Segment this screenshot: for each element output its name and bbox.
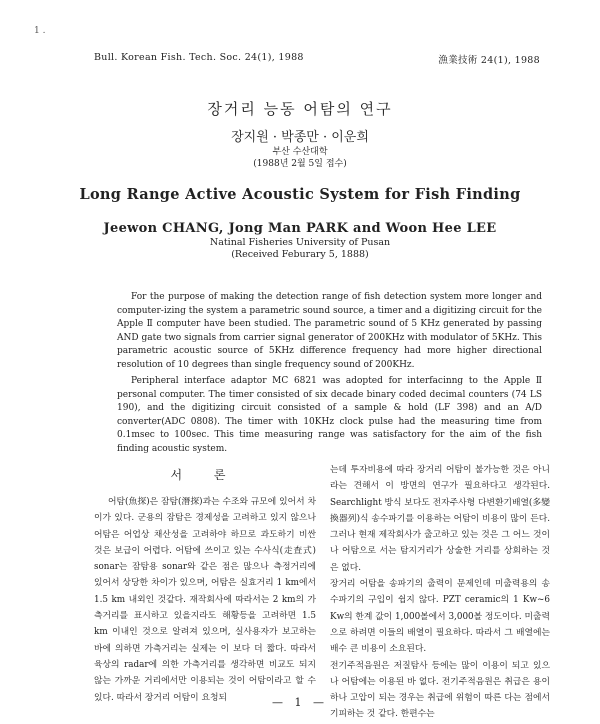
body-text-right: 는데 투자비용에 따라 장거리 어탐이 불가능한 것은 아니라는 견해서 이 방면의 연구가 필요하다고 생각된다. Searchlight 방식 보다도 전자주사형 다변환기배열(多變換器列)식 송수파기를 이용하는 어탐이 비용이 많이 든다. 그러나 현재 제작회사가 출고하고 있는 것은 그 어느 것이나 어탐으로 서는 탐지거리가 상술한 거리를 상회하는 것은 없다. 장거리 어탐을 송파기의 출력이 문제인데 미출력용의 송수파기의 구입이 쉽지 않다. PZT ceramic의 1 Kw~6 Kw의 한계 값이 1,000볼에서 3,000볼 정도이다. 미출력으로 하려면 이들의 배열이 필요하다. 따라서 그 배열에는 배수 큰 비용이 소요된다. 전기주적음원은 저질탐사 등에는 많이 이용이 되고 있으나 어탐에는 이용된 바 없다. 전기주적음원은 취급은 용이하나 고압이 되는 경우는 취급에 위험이 따른 다는 점에서 기피하는 것 같다. 한편수는 bbox=[330, 465, 551, 720]
scan-mark: 1 . bbox=[34, 26, 46, 36]
english-affiliation: Natinal Fisheries University of Pusan bbox=[209, 237, 391, 248]
korean-authors: 장지원 · 박종만 · 이운희 bbox=[231, 130, 369, 145]
body-column-left bbox=[94, 494, 316, 706]
running-header-left: Bull. Korean Fish. Tech. Soc. 24(1), 1988 bbox=[94, 52, 304, 63]
page-number: — 1 — bbox=[272, 696, 328, 709]
english-authors: Jeewon CHANG, Jong Man PARK and Woon Hee LEE bbox=[103, 221, 497, 236]
korean-received-date: (1988년 2월 5일 접수) bbox=[253, 159, 347, 169]
korean-title: 장거리 능동 어탐의 연구 bbox=[207, 100, 393, 118]
korean-affiliation: 부산 수산대학 bbox=[272, 147, 328, 157]
body-text-left: 어탐(魚探)은 잠탐(潛探)과는 수조와 규모에 있어서 차이가 있다. 군용의 잠탐은 경제성을 고려하고 있지 않으나 어탐은 어업상 채산성을 고려하야 하므로 과도하기 비싼 것은 보급이 어렵다. 어탐에 쓰이고 있는 수사식(走査式) sonar는 잠탐용 sonar와 같은 점은 많으나 측정거리에 있어서 상당한 차이가 있으며, 어탐은 실효거리 1 km에서 1.5 km 내외인 것같다. 재작회사에 따라서는 2 km의 가측거리를 표시하고 있을지라도 해황등을 고려하면 1.5 km 이내인 것으로 알려져 있으며, 실사용자가 보고하는 바에 의하면 가측거리는 실제는 이 보다 더 짧다. 따라서 육상의 radar에 의한 가측거리를 생각하면 비교도 되지 않는 가까운 거리에서만 이용되는 것이 어탐이라고 할 수 있다. 따라서 장거리 어탐이 요청되 bbox=[94, 497, 316, 703]
abstract-text-1: For the purpose of making the detection range of fish detection system more longer and computer-izing the system a parametric sound source, a timer and a digitizing circuit for the Apple Ⅱ computer have been studied. The parametric sound of 5 KHz generated by passing AND gate two signals from carrier signal generator of 200KHz with modulator of 5KHz. This parametric acoustic source of 5KHz difference frequency had more higher directional resolution of 10 degrees than single frequency sound of 200KHz. bbox=[117, 292, 542, 370]
abstract-text-2: Peripheral interface adaptor MC 6821 was adopted for interfacinng to the Apple Ⅱ personal computer. The timer consisted of six decade binary coded decimal counters (74 LS 190), and the digitizing circuit consisted of a sample & hold (LF 398) and an A/D converter(ADC 0808). The timer with 10KHz clock pulse had the measuring time from 0.1msec to 100sec. This time measuring range was satisfactory for the aim of the fish finding acoustic system. bbox=[117, 376, 542, 454]
english-received-date: (Received Feburary 5, 1888) bbox=[231, 249, 369, 260]
running-header-right: 漁業技術 24(1), 1988 bbox=[438, 55, 540, 66]
section-heading-introduction: 서 론 bbox=[170, 468, 240, 482]
abstract-paragraph-2 bbox=[117, 366, 542, 466]
english-title: Long Range Active Acoustic System for Fish Finding bbox=[79, 186, 521, 203]
body-column-right bbox=[330, 462, 550, 723]
